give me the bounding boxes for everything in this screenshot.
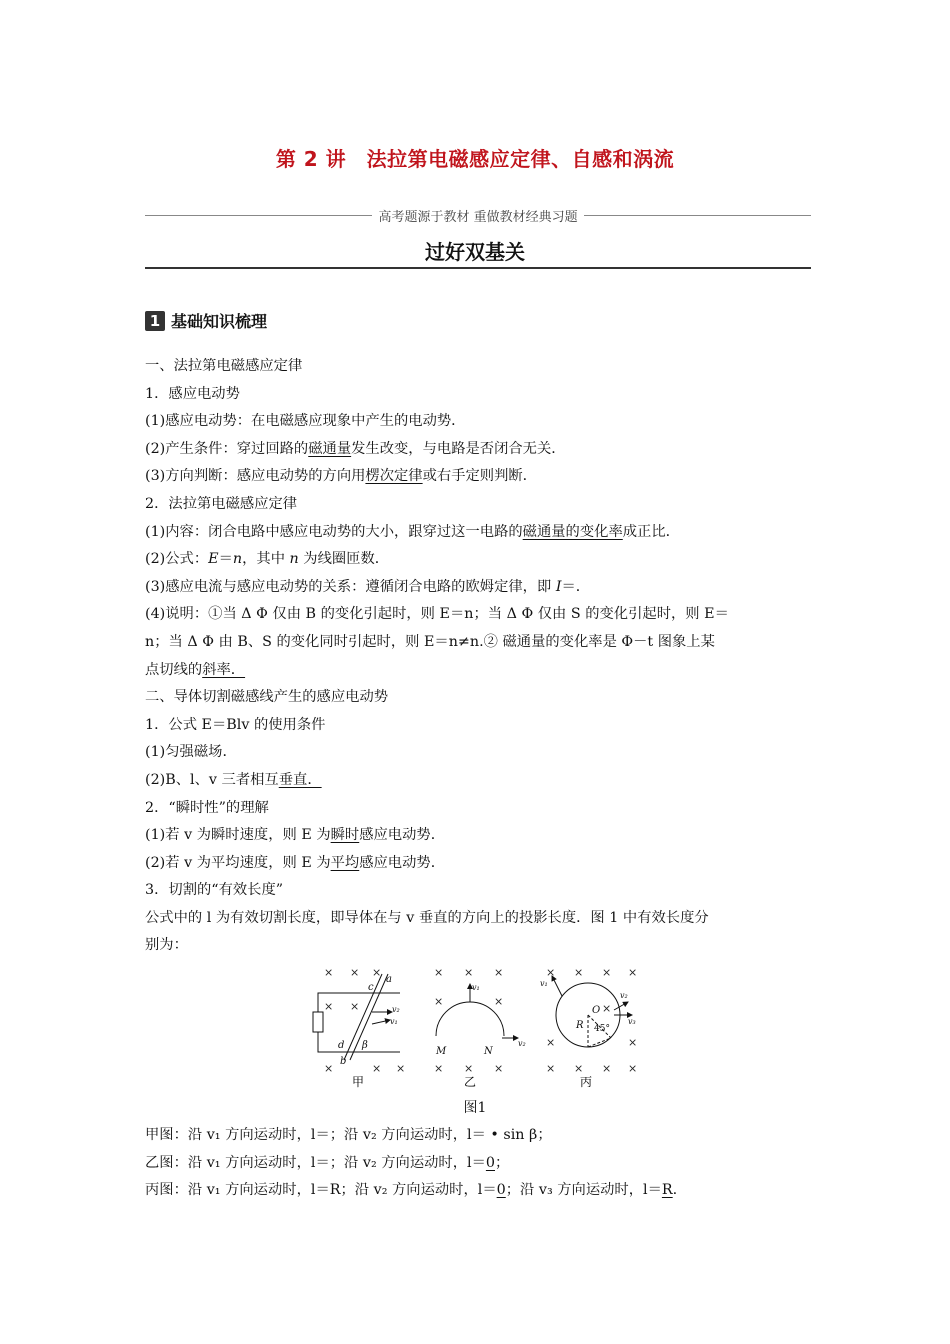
cross-mark: ×: [628, 1036, 638, 1049]
cross-mark: ×: [602, 1062, 612, 1075]
cross-mark: ×: [494, 1062, 504, 1075]
heading-divider: [145, 267, 811, 269]
label-N: N: [484, 1046, 493, 1057]
figure-caption: 图1: [463, 1100, 487, 1116]
cross-mark: ×: [434, 966, 444, 979]
cross-mark: ×: [350, 966, 360, 979]
label-v1: v₁: [390, 1017, 398, 1026]
cross-mark: ×: [494, 966, 504, 979]
label-b: b: [340, 1056, 347, 1067]
cross-mark: ×: [372, 1062, 382, 1075]
fill-answer: 垂直．: [278, 771, 322, 788]
panel-label-jia: 甲: [352, 1075, 365, 1089]
label-v1: v₁: [472, 983, 480, 992]
text-line: 二、导体切割磁感线产生的感应电动势: [145, 689, 389, 706]
label-v2: v₂: [392, 1005, 400, 1014]
fill-answer: 斜率．: [202, 661, 246, 678]
text-line: (1)若 v 为瞬时速度，则 E 为瞬时感应电动势．: [145, 827, 445, 844]
text-line: (2)若 v 为平均速度，则 E 为平均感应电动势．: [145, 854, 445, 871]
cross-mark: ×: [350, 1000, 360, 1013]
text-line: (1)感应电动势：在电磁感应现象中产生的电动势．: [145, 413, 466, 430]
cross-mark: ×: [602, 966, 612, 979]
text-line: 一、法拉第电磁感应定律: [145, 358, 303, 374]
fill-answer: 瞬时: [330, 827, 360, 844]
text-line: (2)B、l、v 三者相互垂直．: [145, 771, 322, 788]
text-line: (2)产生条件：穿过回路的磁通量发生改变，与电路是否闭合无关．: [145, 440, 566, 457]
text-line: (1)匀强磁场．: [145, 744, 237, 761]
cross-mark: ×: [546, 966, 556, 979]
label-beta: β: [362, 1040, 368, 1051]
cross-mark: ×: [628, 966, 638, 979]
text-line: (1)内容：闭合电路中感应电动势的大小，跟穿过这一电路的磁通量的变化率成正比．: [145, 523, 680, 540]
text-line: (2)公式：E＝n，其中 n 为线圈匝数．: [145, 551, 390, 568]
label-a: a: [386, 974, 392, 985]
section-heading: 过好双基关: [425, 240, 525, 264]
figure-answers: [145, 1122, 813, 1205]
panel-yi: [436, 984, 518, 1038]
fill-answer: 0: [496, 1182, 506, 1199]
text-line: 甲图：沿 v₁ 方向运动时，l＝；沿 v₂ 方向运动时，l＝ • sin β；: [145, 1127, 552, 1143]
cross-mark: ×: [546, 1036, 556, 1049]
text-line: 点切线的斜率．: [145, 661, 246, 678]
text-line: 公式中的 l 为有效切割长度，即导体在与 v 垂直的方向上的投影长度．图 1 中有效长度分: [145, 909, 709, 926]
subsection-number-badge: 1: [145, 311, 165, 331]
cross-mark: ×: [494, 995, 504, 1008]
fill-answer: 0: [485, 1154, 495, 1171]
panel-label-bing: 丙: [580, 1075, 593, 1089]
label-R: R: [576, 1020, 584, 1031]
text-line: n；当 Δ Φ 由 B、S 的变化同时引起时，则 E＝n≠n.② 磁通量的变化率是 Φ－t 图象上某: [145, 633, 715, 650]
cross-mark: ×: [574, 1062, 584, 1075]
cross-mark: ×: [574, 966, 584, 979]
subtitle-banner: [145, 205, 811, 225]
label-v2: v₂: [620, 991, 628, 1000]
fill-answer: 磁通量的变化率: [522, 523, 623, 540]
subsection-heading: [145, 309, 267, 332]
cross-mark: ×: [324, 1062, 334, 1075]
figure-1: [300, 960, 650, 1095]
text-line: 乙图：沿 v₁ 方向运动时，l＝；沿 v₂ 方向运动时，l＝0；: [145, 1154, 510, 1171]
label-v2: v₂: [518, 1039, 526, 1048]
divider-right: [584, 215, 811, 216]
text-line: 1．感应电动势: [145, 385, 240, 402]
label-v3: v₃: [628, 1017, 636, 1026]
divider-left: [145, 215, 372, 216]
cross-mark: ×: [396, 1062, 406, 1075]
figure-diagram: [300, 960, 650, 1095]
text-line: 2．法拉第电磁感应定律: [145, 495, 298, 512]
cross-mark: ×: [434, 995, 444, 1008]
cross-mark: ×: [464, 966, 474, 979]
text-line: 3．切割的“有效长度”: [145, 882, 284, 899]
text-line: (3)感应电流与感应电动势的关系：遵循闭合电路的欧姆定律，即 I＝．: [145, 578, 591, 595]
label-M: M: [436, 1046, 447, 1057]
label-v1: v₁: [540, 979, 548, 988]
cross-mark: ×: [324, 1000, 334, 1013]
text-line: (4)说明：①当 Δ Φ 仅由 B 的变化引起时，则 E＝n；当 Δ Φ 仅由 S 的变化引起时，则 E＝: [145, 606, 729, 623]
cross-mark: ×: [628, 1062, 638, 1075]
cross-mark: ×: [602, 1002, 612, 1015]
fill-answer: 楞次定律: [365, 468, 423, 485]
label-d: d: [338, 1040, 345, 1051]
page-title: 第 2 讲 法拉第电磁感应定律、自感和涡流: [275, 147, 675, 171]
panel-label-yi: 乙: [464, 1075, 477, 1089]
cross-mark: ×: [546, 1062, 556, 1075]
subsection-label: 基础知识梳理: [171, 312, 268, 331]
cross-mark: ×: [464, 1062, 474, 1075]
text-line: 2．“瞬时性”的理解: [145, 799, 269, 816]
subtitle: 高考题源于教材 重做教材经典习题: [378, 209, 578, 225]
label-angle: 45°: [594, 1024, 610, 1034]
panel-jia: [313, 974, 400, 1060]
text-line: (3)方向判断：感应电动势的方向用楞次定律或右手定则判断．: [145, 468, 537, 485]
body-text: [145, 353, 813, 960]
cross-mark: ×: [324, 966, 334, 979]
fill-answer: 平均: [330, 854, 360, 871]
text-line: 1．公式 E＝Blv 的使用条件: [145, 716, 326, 733]
cross-mark: ×: [372, 966, 382, 979]
cross-mark: ×: [434, 1062, 444, 1075]
text-line: 丙图：沿 v₁ 方向运动时，l＝R；沿 v₂ 方向运动时，l＝0；沿 v₃ 方向运动时，l＝R.: [145, 1182, 678, 1199]
fill-answer: 磁通量: [308, 440, 352, 457]
label-c: c: [368, 982, 374, 993]
fill-answer: R: [661, 1182, 673, 1199]
label-O: O: [592, 1005, 601, 1016]
text-line: 别为：: [145, 937, 188, 954]
